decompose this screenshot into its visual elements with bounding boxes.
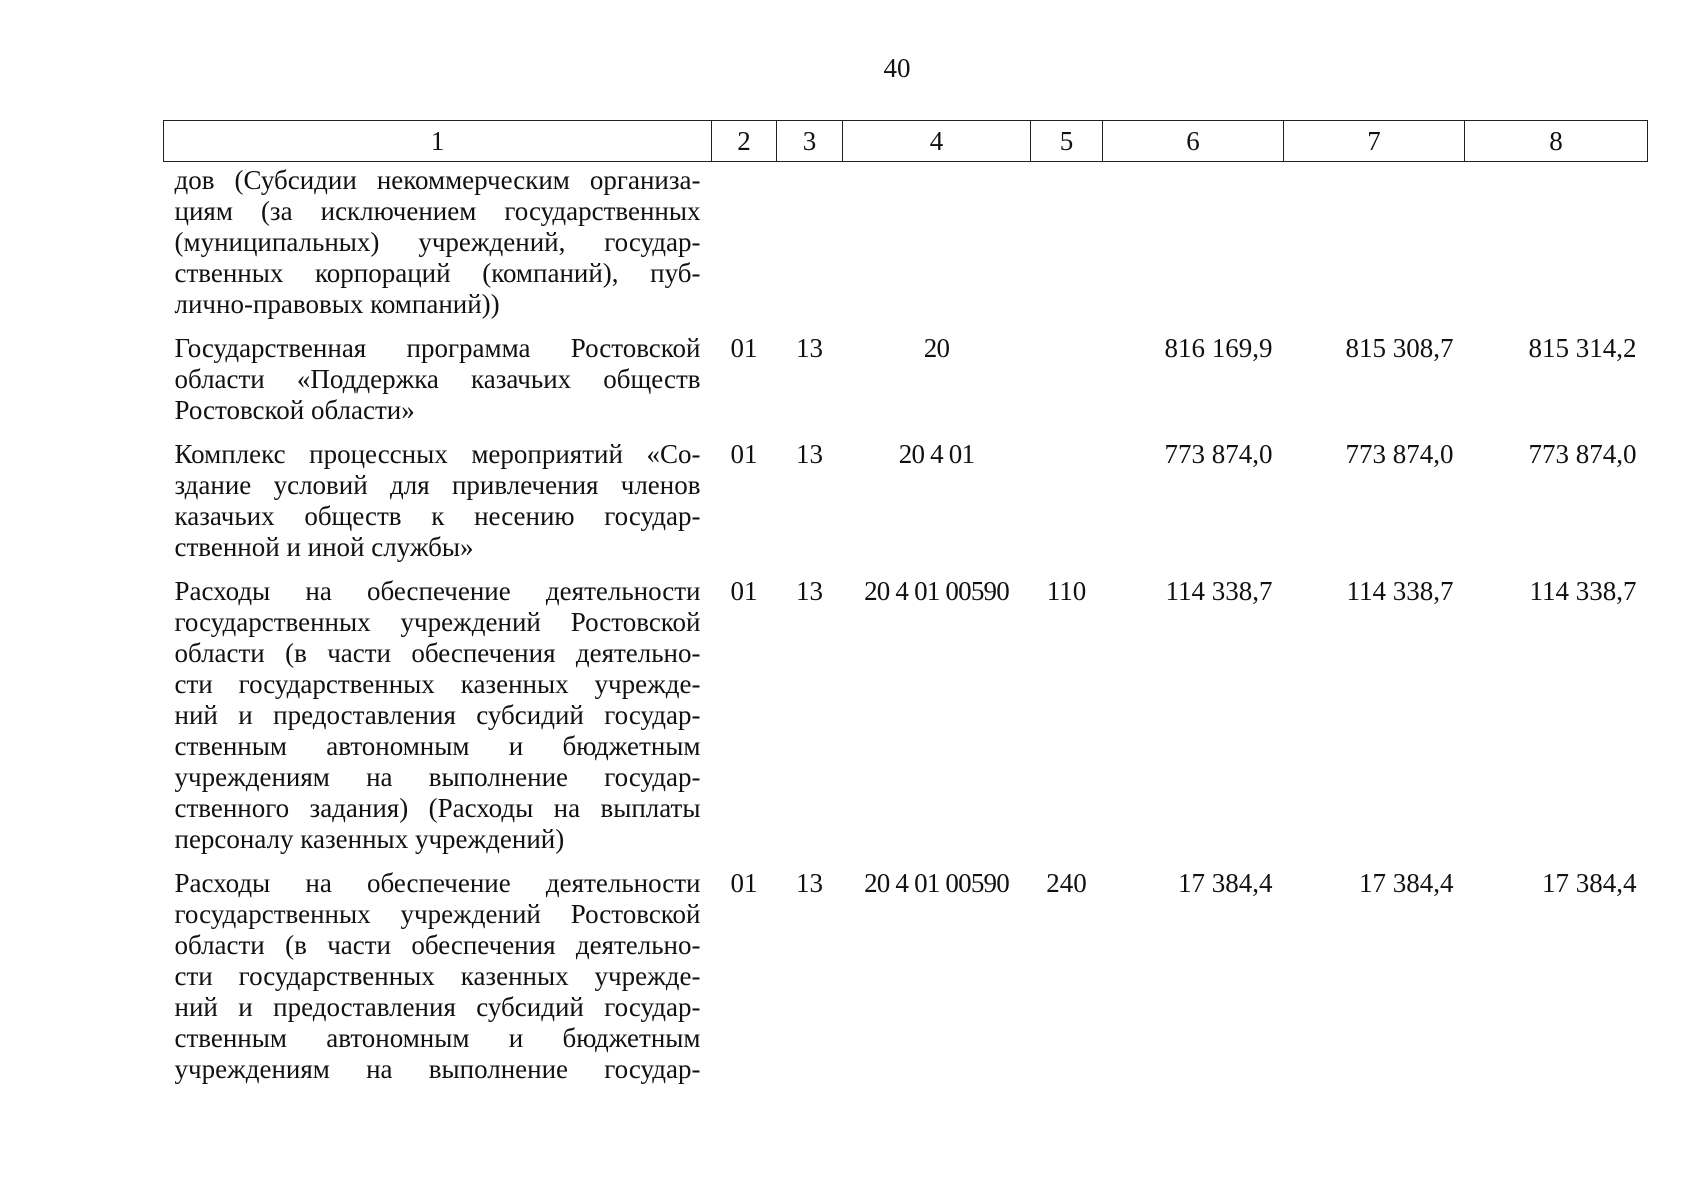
header-cell-3: 3 — [777, 121, 843, 162]
description-line: области «Поддержка казачьих обществ — [174, 364, 701, 394]
header-cell-6: 6 — [1103, 121, 1284, 162]
row-amount-year-2: 17 384,4 — [1359, 868, 1454, 898]
row-expense-type: 240 — [1046, 868, 1087, 898]
header-cell-4: 4 — [843, 121, 1031, 162]
row-amount-year-1: 816 169,9 — [1164, 333, 1273, 363]
row-section-code — [712, 162, 777, 321]
description-line: сти государственных казенных учрежде- — [174, 669, 701, 699]
header-cell-1: 1 — [164, 121, 712, 162]
description-line: области (в части обеспечения деятельно- — [174, 638, 701, 668]
description-line: дов (Субсидии некоммерческим организа- — [174, 165, 701, 195]
row-subsection-code: 13 — [796, 333, 823, 363]
table-row — [164, 855, 1648, 1085]
header-row — [164, 121, 1648, 162]
row-amount-year-1 — [1103, 162, 1284, 321]
row-amount-year-3 — [1465, 162, 1648, 321]
description-line: государственных учреждений Ростовской — [174, 899, 701, 929]
description-line: сти государственных казенных учрежде- — [174, 961, 701, 991]
row-target-article: 20 — [923, 333, 950, 363]
row-subsection-code: 13 — [796, 576, 823, 606]
table-row — [164, 162, 1648, 321]
row-amount-year-1: 17 384,4 — [1178, 868, 1273, 898]
description-line: ственных корпораций (компаний), пуб- — [174, 258, 701, 288]
row-amount-year-1: 773 874,0 — [1164, 439, 1273, 469]
description-line: ний и предоставления субсидий государ- — [174, 992, 701, 1022]
row-amount-year-2: 815 308,7 — [1345, 333, 1454, 363]
row-target-article: 20 4 01 00590 — [864, 868, 1009, 898]
row-target-article: 20 4 01 00590 — [864, 576, 1009, 606]
row-amount-year-1: 114 338,7 — [1165, 576, 1273, 606]
row-amount-year-3: 773 874,0 — [1528, 439, 1637, 469]
description-line: циям (за исключением государственных — [174, 196, 701, 226]
row-amount-year-3: 815 314,2 — [1528, 333, 1637, 363]
description-line: ний и предоставления субсидий государ- — [174, 700, 701, 730]
table-row — [164, 320, 1648, 426]
row-section-code: 01 — [730, 333, 758, 363]
description-line: государственных учреждений Ростовской — [174, 607, 701, 637]
description-line: казачьих обществ к несению государ- — [174, 501, 701, 531]
table-body — [164, 162, 1648, 1086]
description-line: Расходы на обеспечение деятельности — [174, 576, 701, 606]
row-section-code: 01 — [730, 439, 758, 469]
description-line: лично-правовых компаний)) — [174, 289, 500, 319]
row-subsection-code: 13 — [796, 439, 823, 469]
row-amount-year-2: 114 338,7 — [1346, 576, 1454, 606]
description-line: Расходы на обеспечение деятельности — [174, 868, 701, 898]
row-subsection-code — [777, 162, 843, 321]
row-description — [164, 320, 712, 426]
header-cell-7: 7 — [1284, 121, 1465, 162]
row-description — [164, 162, 712, 321]
description-line: (муниципальных) учреждений, государ- — [174, 227, 701, 257]
description-line: здание условий для привлечения членов — [174, 470, 701, 500]
description-line: области (в части обеспечения деятельно- — [174, 930, 701, 960]
row-subsection-code: 13 — [796, 868, 823, 898]
header-cell-5: 5 — [1031, 121, 1103, 162]
row-description — [164, 855, 712, 1085]
row-description — [164, 426, 712, 563]
description-line: Ростовской области» — [174, 395, 415, 425]
table-row — [164, 563, 1648, 855]
description-line: персоналу казенных учреждений) — [174, 824, 565, 854]
row-target-article — [843, 162, 1031, 321]
row-expense-type — [1031, 426, 1103, 563]
row-amount-year-2 — [1284, 162, 1465, 321]
table-header — [164, 121, 1648, 162]
description-line: ственным автономным и бюджетным — [174, 731, 701, 761]
row-amount-year-2: 773 874,0 — [1345, 439, 1454, 469]
row-section-code: 01 — [730, 868, 758, 898]
description-line: ственной и иной службы» — [174, 532, 474, 562]
header-cell-2: 2 — [712, 121, 777, 162]
table-row — [164, 426, 1648, 563]
page-number: 40 — [883, 53, 911, 83]
description-line: Государственная программа Ростовской — [174, 333, 701, 363]
row-expense-type: 110 — [1046, 576, 1087, 606]
header-cell-8: 8 — [1465, 121, 1648, 162]
description-line: учреждениям на выполнение государ- — [174, 1054, 701, 1084]
row-expense-type — [1031, 320, 1103, 426]
description-line: ственного задания) (Расходы на выплаты — [174, 793, 701, 823]
row-target-article: 20 4 01 — [898, 439, 975, 469]
description-line: Комплекс процессных мероприятий «Со- — [174, 439, 701, 469]
row-section-code: 01 — [730, 576, 758, 606]
description-line: учреждениям на выполнение государ- — [174, 762, 701, 792]
row-amount-year-3: 114 338,7 — [1529, 576, 1637, 606]
row-expense-type — [1031, 162, 1103, 321]
budget-table — [163, 120, 1648, 1085]
row-description — [164, 563, 712, 855]
row-amount-year-3: 17 384,4 — [1542, 868, 1637, 898]
description-line: ственным автономным и бюджетным — [174, 1023, 701, 1053]
